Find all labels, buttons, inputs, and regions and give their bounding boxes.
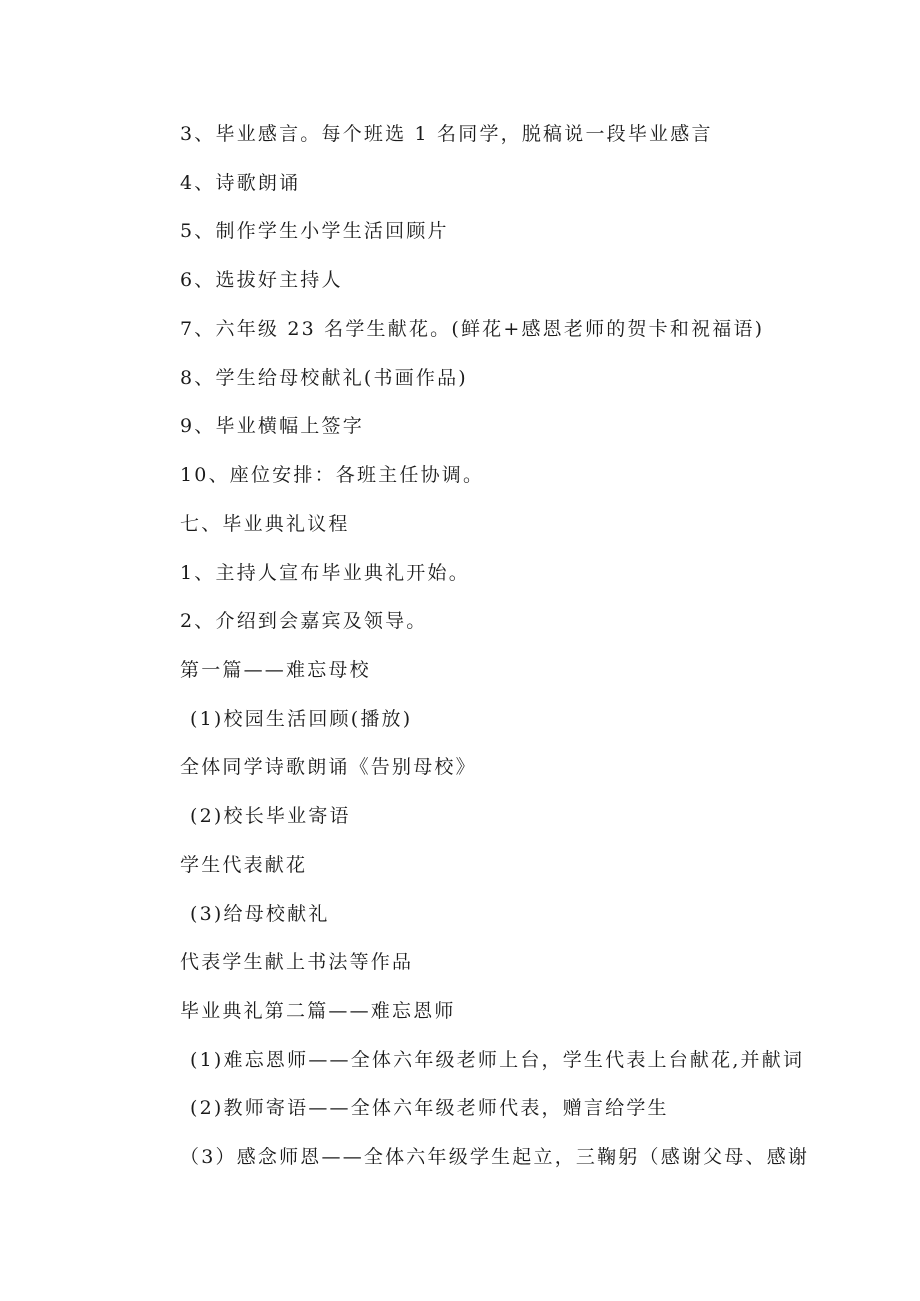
section-heading: 七、毕业典礼议程	[180, 513, 350, 535]
text-line: 1、主持人宣布毕业典礼开始。	[180, 562, 470, 584]
part-heading: 毕业典礼第二篇——难忘恩师	[180, 1000, 456, 1022]
text-line: 3、毕业感言。每个班选 1 名同学，脱稿说一段毕业感言	[180, 123, 713, 145]
text-line: (2)校长毕业寄语	[190, 805, 351, 827]
text-line: 2、介绍到会嘉宾及领导。	[180, 610, 428, 632]
text-line: 4、诗歌朗诵	[180, 172, 301, 194]
text-line: (2)教师寄语——全体六年级老师代表，赠言给学生	[190, 1097, 669, 1119]
text-line: 5、制作学生小学生活回顾片	[180, 220, 449, 242]
text-line: (1)难忘恩师——全体六年级老师上台，学生代表上台献花,并献词	[190, 1049, 805, 1071]
text-line: 全体同学诗歌朗诵《告别母校》	[180, 756, 477, 778]
text-line: 6、选拔好主持人	[180, 269, 343, 291]
text-line: （3）感念师恩——全体六年级学生起立，三鞠躬（感谢父母、感谢	[180, 1146, 810, 1168]
part-heading: 第一篇——难忘母校	[180, 659, 371, 681]
text-line: 代表学生献上书法等作品	[180, 951, 414, 973]
text-line: 7、六年级 23 名学生献花。(鲜花+感恩老师的贺卡和祝福语)	[180, 318, 765, 340]
text-line: 学生代表献花	[180, 854, 308, 876]
text-line: 9、毕业横幅上签字	[180, 415, 364, 437]
text-line: (1)校园生活回顾(播放)	[190, 708, 413, 730]
text-line: 8、学生给母校献礼(书画作品)	[180, 367, 468, 389]
text-line: (3)给母校献礼	[190, 903, 330, 925]
text-line: 10、座位安排：各班主任协调。	[180, 464, 485, 486]
